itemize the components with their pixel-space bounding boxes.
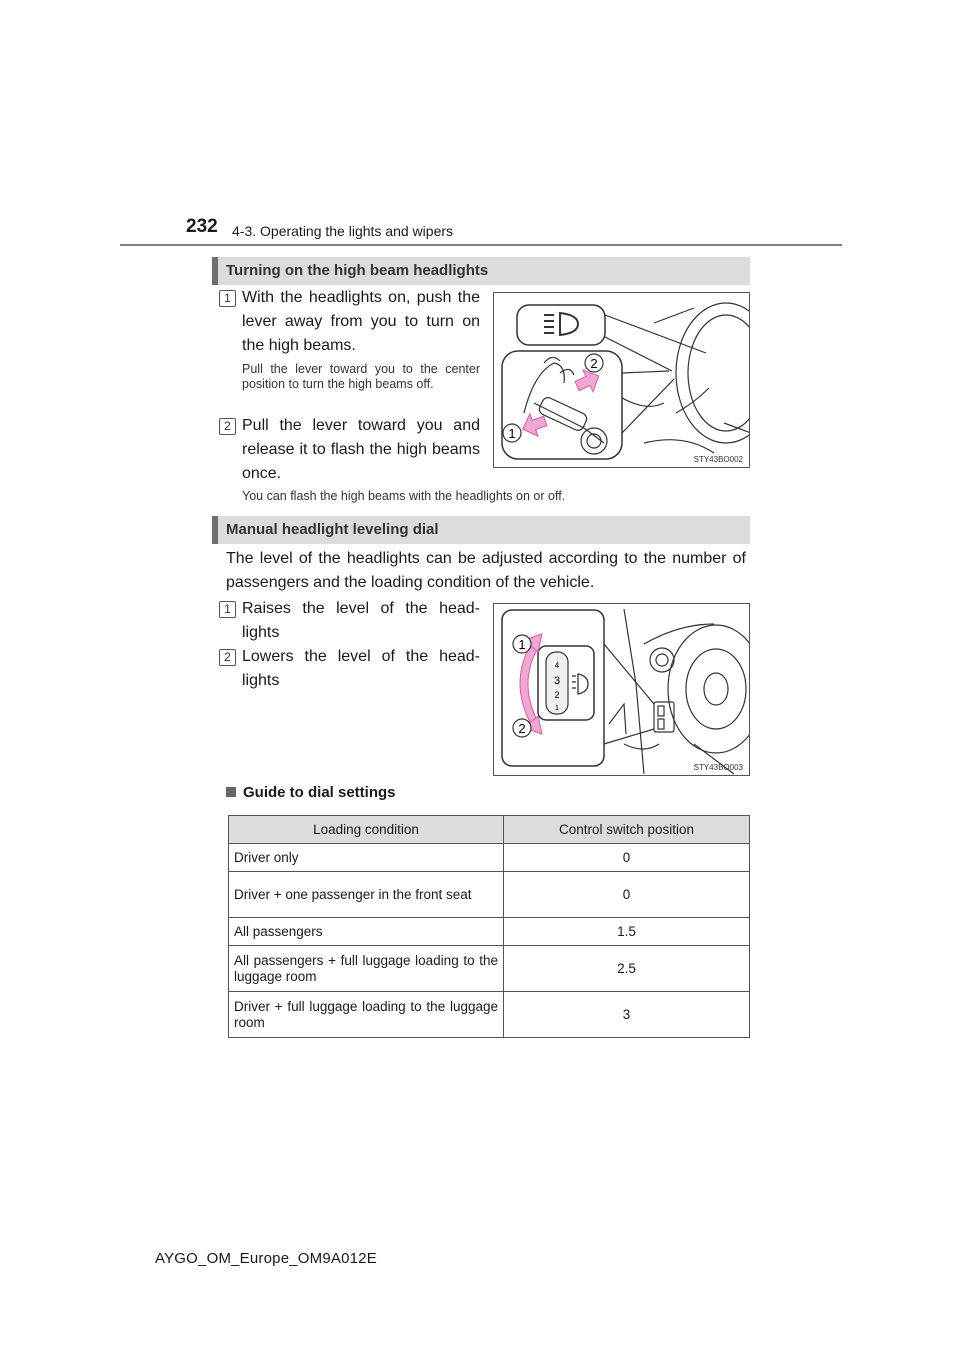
leveling-heading-text: Manual headlight leveling dial — [226, 521, 439, 538]
column-header: Loading condition — [229, 816, 504, 844]
step-badge-2: 2 — [219, 418, 236, 435]
fig2-callout-1: 1 — [518, 637, 526, 652]
switch-position-cell: 1.5 — [504, 918, 750, 946]
dial-mark-2: 2 — [554, 690, 560, 700]
dial-mark-4: 4 — [554, 661, 560, 670]
fig1-callout-2: 2 — [590, 356, 598, 371]
switch-position-cell: 0 — [504, 872, 750, 918]
step-badge-2: 2 — [219, 649, 236, 666]
figure-code: STY43BO002 — [693, 455, 743, 464]
fig1-callout-1: 1 — [508, 426, 516, 441]
dial-mark-1: 1 — [555, 705, 559, 712]
high-beam-heading — [212, 257, 750, 285]
step-badge-1: 1 — [219, 601, 236, 618]
high-beam-figure — [493, 292, 750, 468]
leveling-step2-text: Lowers the level of the head-lights — [242, 648, 480, 689]
lever-illustration — [494, 293, 750, 468]
loading-condition-cell: Driver only — [229, 844, 504, 872]
dial-illustration — [494, 604, 750, 776]
high-beam-step1-text: With the headlights on, push the lever away from you to turn on the high beams. — [242, 289, 480, 354]
loading-condition-cell: All passengers — [229, 918, 504, 946]
header-rule — [120, 244, 842, 246]
fig2-callout-2: 2 — [518, 721, 526, 736]
switch-position-cell: 0 — [504, 844, 750, 872]
loading-condition-cell: Driver + one passenger in the front seat — [229, 872, 504, 918]
high-beam-step2-text: Pull the lever toward you and release it to flash the high beams once. — [242, 417, 480, 482]
loading-condition-cell: All passengers + full luggage loading to the luggage room — [229, 946, 504, 992]
table-row — [229, 946, 750, 992]
leveling-figure — [493, 603, 750, 776]
figure-code: STY43BO003 — [693, 763, 743, 772]
section-title: 4-3. Operating the lights and wipers — [232, 223, 454, 239]
leveling-heading — [212, 516, 750, 544]
leveling-intro: The level of the headlights can be adjusted according to the number of passengers and the loading condition of the vehicle. — [226, 550, 746, 591]
dial-mark-3: 3 — [553, 675, 561, 687]
high-beam-footnote: You can flash the high beams with the headlights on or off. — [242, 489, 566, 503]
column-header: Control switch position — [504, 816, 750, 844]
page-number: 232 — [186, 216, 218, 237]
leveling-step1-text: Raises the level of the head-lights — [242, 600, 480, 641]
document-id: AYGO_OM_Europe_OM9A012E — [155, 1250, 377, 1267]
guide-heading — [226, 784, 396, 801]
step-badge-1: 1 — [219, 290, 236, 307]
square-bullet-icon — [226, 787, 236, 797]
switch-position-cell: 2.5 — [504, 946, 750, 992]
table-row — [229, 992, 750, 1038]
table-header-row — [229, 816, 750, 844]
high-beam-step1-note: Pull the lever toward you to the center position to turn the high beams off. — [242, 362, 480, 391]
switch-position-cell: 3 — [504, 992, 750, 1038]
table-row — [229, 918, 750, 946]
high-beam-heading-text: Turning on the high beam headlights — [226, 262, 489, 279]
loading-condition-cell: Driver + full luggage loading to the luggage room — [229, 992, 504, 1038]
guide-heading-text: Guide to dial settings — [243, 784, 396, 801]
table-row — [229, 844, 750, 872]
dial-settings-table — [228, 815, 750, 1038]
table-row — [229, 872, 750, 918]
